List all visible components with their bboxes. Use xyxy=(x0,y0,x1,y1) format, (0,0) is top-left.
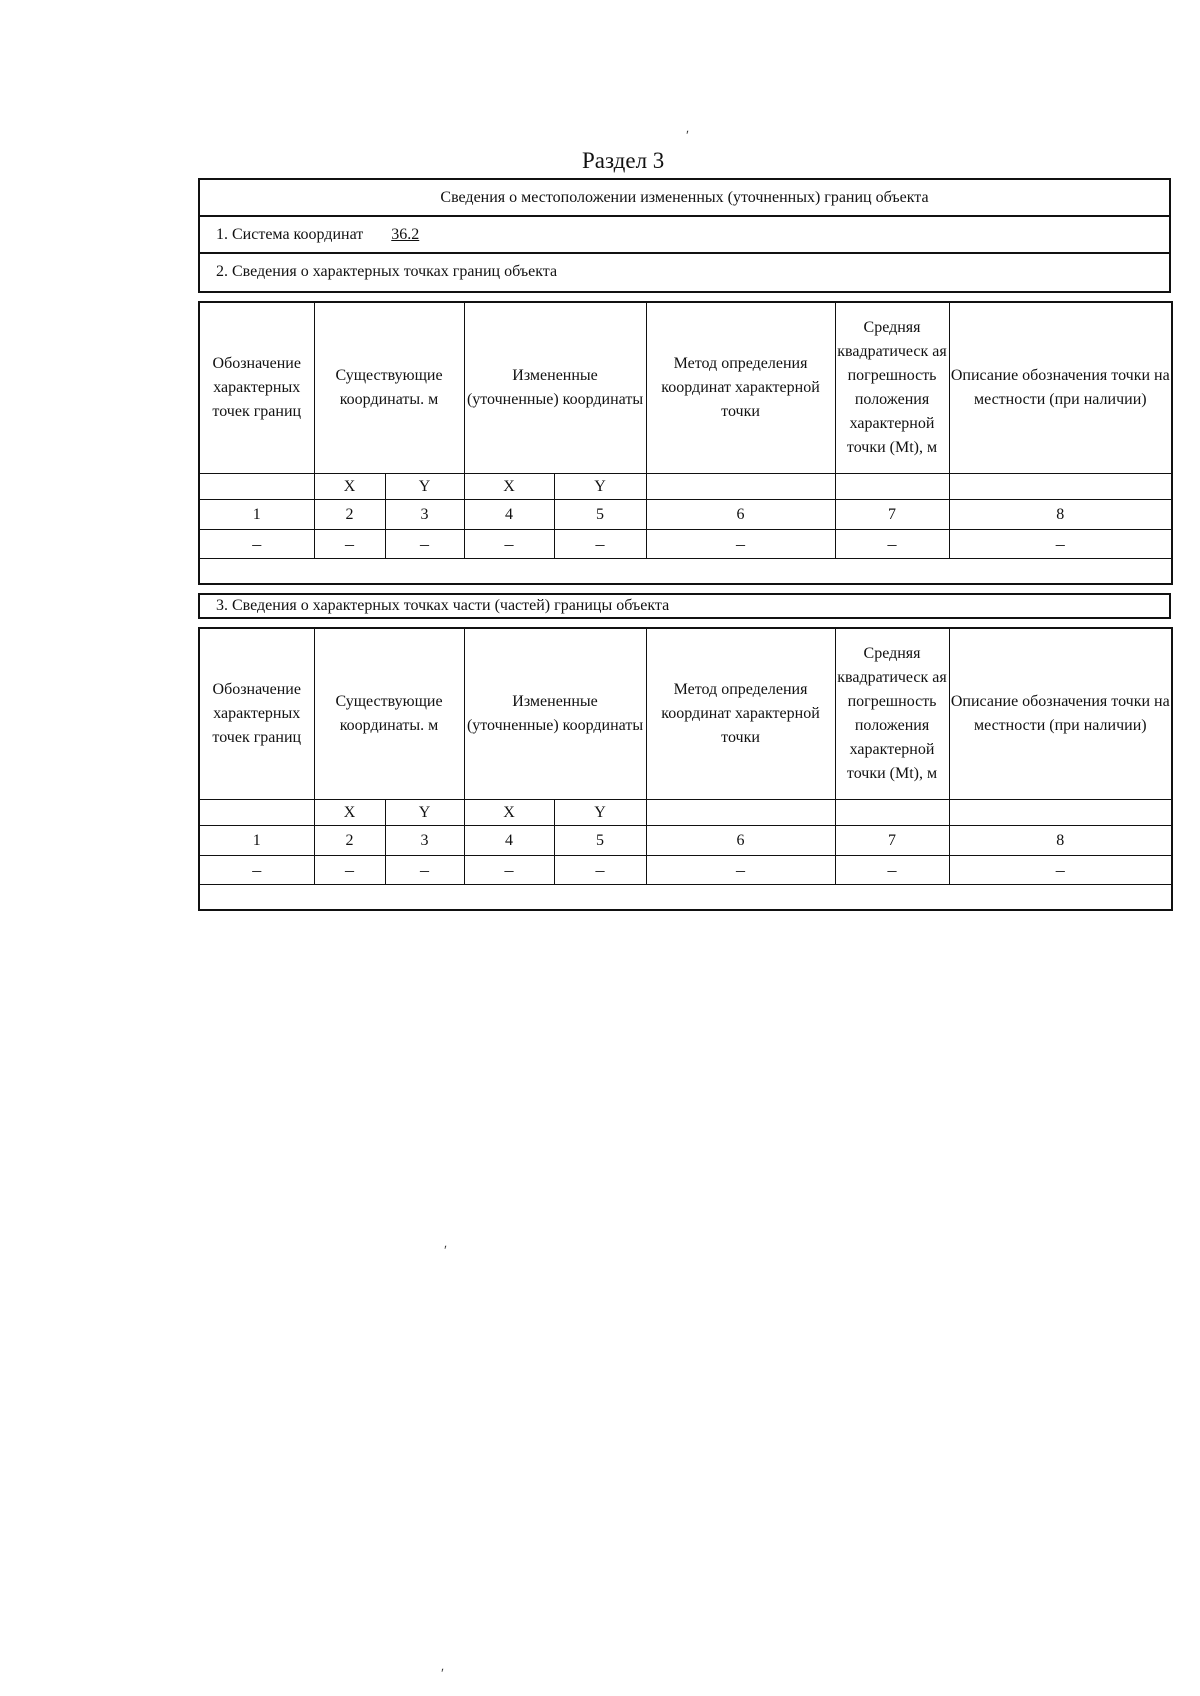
boundary-info-title: Сведения о местоположении измененных (уточненных) границ объекта xyxy=(200,180,1169,217)
table-cell: – xyxy=(835,856,949,885)
scan-speck: ʹ xyxy=(441,1667,445,1682)
scan-speck: ʹ xyxy=(686,129,690,144)
method-header: Метод определения координат характерной точки xyxy=(646,302,835,474)
column-number: 4 xyxy=(464,500,554,530)
y-header: Y xyxy=(385,474,464,500)
table-cell: – xyxy=(554,530,646,559)
table-cell: – xyxy=(646,856,835,885)
empty-cell xyxy=(835,800,949,826)
boundary-info-frame xyxy=(198,178,1171,293)
y-header: Y xyxy=(554,474,646,500)
rms-header: Средняя квадратическ ая погрешность положения характерной точки (Mt), м xyxy=(835,302,949,474)
coord-system-value: 36.2 xyxy=(391,226,420,243)
empty-row xyxy=(199,885,1172,911)
table-cell: – xyxy=(314,856,385,885)
rms-header: Средняя квадратическ ая погрешность положения характерной точки (Mt), м xyxy=(835,628,949,800)
empty-cell xyxy=(199,885,1172,911)
table-cell: – xyxy=(949,530,1172,559)
description-header: Описание обозначения точки на местности (при наличии) xyxy=(949,628,1172,800)
table-cell: – xyxy=(199,530,314,559)
column-number: 3 xyxy=(385,500,464,530)
x-header: X xyxy=(464,474,554,500)
empty-cell xyxy=(646,474,835,500)
table-cell: – xyxy=(385,856,464,885)
points-heading: 2. Сведения о характерных точках границ объекта xyxy=(216,263,558,280)
x-header: X xyxy=(314,800,385,826)
empty-cell xyxy=(199,559,1172,585)
changed-coords-header: Измененные (уточненные) координаты xyxy=(464,628,646,800)
column-number: 1 xyxy=(199,826,314,856)
empty-cell xyxy=(199,800,314,826)
coord-system-label: 1. Система координат xyxy=(216,226,364,243)
column-number: 5 xyxy=(554,826,646,856)
existing-coords-header: Существующие координаты. м xyxy=(314,628,464,800)
column-number: 8 xyxy=(949,500,1172,530)
empty-cell xyxy=(949,800,1172,826)
column-number: 8 xyxy=(949,826,1172,856)
table-cell: – xyxy=(554,856,646,885)
xy-row xyxy=(199,474,1172,500)
table-cell: – xyxy=(464,856,554,885)
xy-row xyxy=(199,800,1172,826)
section-title: Раздел 3 xyxy=(582,148,665,173)
column-number: 4 xyxy=(464,826,554,856)
empty-cell xyxy=(646,800,835,826)
empty-cell xyxy=(949,474,1172,500)
column-number: 3 xyxy=(385,826,464,856)
empty-cell xyxy=(835,474,949,500)
column-number-row xyxy=(199,826,1172,856)
table-cell: – xyxy=(646,530,835,559)
empty-row xyxy=(199,559,1172,585)
table-row xyxy=(199,530,1172,559)
x-header: X xyxy=(464,800,554,826)
designation-header: Обозначение характерных точек границ xyxy=(199,302,314,474)
empty-cell xyxy=(199,474,314,500)
part-points-table xyxy=(198,627,1173,911)
column-number: 2 xyxy=(314,826,385,856)
header-row xyxy=(199,628,1172,800)
column-number: 5 xyxy=(554,500,646,530)
column-number: 7 xyxy=(835,826,949,856)
table-cell: – xyxy=(835,530,949,559)
header-row xyxy=(199,302,1172,474)
scan-speck: ʹ xyxy=(444,1244,448,1259)
column-number: 6 xyxy=(646,500,835,530)
boundary-points-table xyxy=(198,301,1173,585)
x-header: X xyxy=(314,474,385,500)
column-number: 6 xyxy=(646,826,835,856)
table-cell: – xyxy=(199,856,314,885)
table-cell: – xyxy=(949,856,1172,885)
y-header: Y xyxy=(554,800,646,826)
existing-coords-header: Существующие координаты. м xyxy=(314,302,464,474)
table-row xyxy=(199,856,1172,885)
parts-heading: 3. Сведения о характерных точках части (частей) границы объекта xyxy=(198,593,1171,619)
table-cell: – xyxy=(464,530,554,559)
table-cell: – xyxy=(385,530,464,559)
method-header: Метод определения координат характерной точки xyxy=(646,628,835,800)
column-number: 2 xyxy=(314,500,385,530)
table-cell: – xyxy=(314,530,385,559)
changed-coords-header: Измененные (уточненные) координаты xyxy=(464,302,646,474)
description-header: Описание обозначения точки на местности (при наличии) xyxy=(949,302,1172,474)
column-number-row xyxy=(199,500,1172,530)
column-number: 1 xyxy=(199,500,314,530)
designation-header: Обозначение характерных точек границ xyxy=(199,628,314,800)
coord-system-row xyxy=(200,217,1169,254)
y-header: Y xyxy=(385,800,464,826)
column-number: 7 xyxy=(835,500,949,530)
